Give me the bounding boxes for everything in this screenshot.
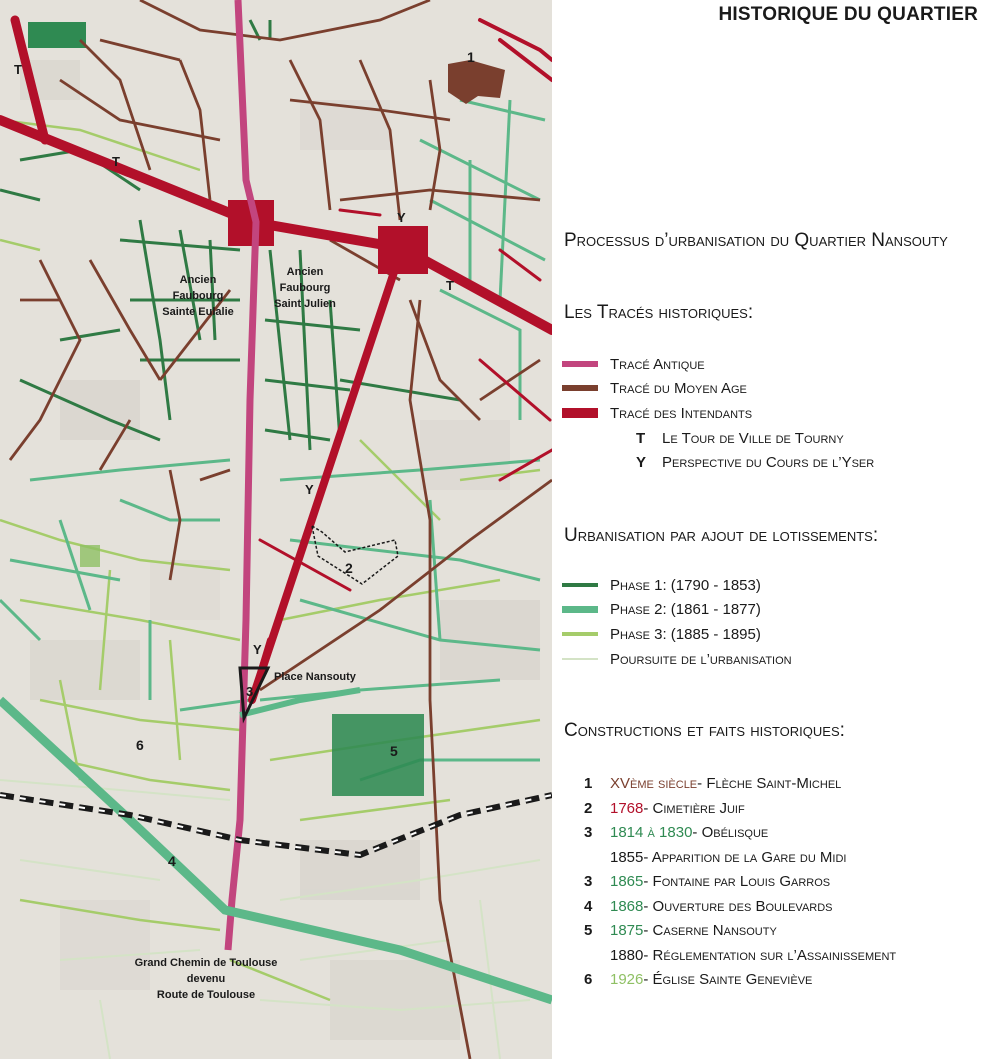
event-year: XVème siècle: [610, 774, 698, 792]
label-faubourg-eulalie-2: Faubourg: [172, 290, 224, 302]
event-row: [584, 968, 812, 990]
event-label: - Obélisque: [692, 823, 769, 841]
legend-sub-y-label: Perspective du Cours de l’Yser: [662, 453, 875, 471]
marker-6: 6: [136, 737, 144, 753]
legend-phase-1: [562, 574, 761, 596]
marker-5: 5: [390, 743, 398, 759]
marker-y-1: Y: [397, 210, 406, 225]
event-year: 1880: [610, 946, 644, 964]
marker-2: 2: [345, 560, 353, 576]
event-row: [584, 895, 833, 917]
event-number: 4: [584, 897, 593, 915]
label-route-3: Route de Toulouse: [156, 989, 256, 1001]
label-faubourg-julien-1: Ancien: [286, 266, 324, 278]
label-faubourg-julien-3: Saint Julien: [274, 298, 336, 310]
event-row: [584, 846, 846, 868]
marker-t-2: T: [112, 154, 120, 169]
page-title: HISTORIQUE DU QUARTIER: [718, 4, 978, 25]
marker-y-3: Y: [253, 642, 262, 657]
event-year: 1926: [610, 970, 644, 988]
event-year: 1768: [610, 799, 644, 817]
event-row: [584, 772, 841, 794]
legend-panel: [552, 0, 1000, 1059]
legend-trace-moyen-age: [562, 377, 747, 399]
legend-sub-y-key: Y: [636, 453, 647, 471]
legend-trace-intendants: [562, 402, 752, 424]
traces-heading: Les Tracés historiques:: [564, 302, 754, 323]
event-label: - Église Sainte Geneviève: [643, 970, 813, 988]
legend-sub-t-key: T: [636, 429, 646, 447]
legend-phase-3: [562, 623, 761, 645]
event-year: 1814 à 1830: [610, 823, 693, 841]
event-label: - Cimetière Juif: [643, 799, 745, 817]
swatch-phase1: [562, 583, 598, 587]
event-row: [584, 944, 896, 966]
marker-t-1: T: [14, 62, 22, 77]
legend-phase-2-label: Phase 2: (1861 - 1877): [610, 600, 761, 618]
legend-poursuite: [562, 648, 792, 670]
caserne-nansouty-park: [332, 714, 424, 796]
event-label: - Caserne Nansouty: [643, 921, 777, 939]
event-number: 3: [584, 823, 593, 841]
event-label: - Flèche Saint-Michel: [697, 774, 842, 792]
legend-sub-t-label: Le Tour de Ville de Tourny: [662, 429, 844, 447]
event-label: - Réglementation sur l’Assainissement: [643, 946, 897, 964]
swatch-intendants: [562, 408, 598, 418]
swatch-phase2: [562, 606, 598, 613]
event-number: 3: [584, 872, 593, 890]
label-route-1: Grand Chemin de Toulouse: [134, 957, 278, 969]
event-number: 2: [584, 799, 593, 817]
label-faubourg-eulalie-3: Sainte Eulalie: [162, 306, 234, 318]
event-year: 1875: [610, 921, 644, 939]
swatch-phase3: [562, 632, 598, 636]
legend-phase-1-label: Phase 1: (1790 - 1853): [610, 576, 761, 594]
swatch-antique: [562, 361, 598, 367]
process-title: Processus d’urbanisation du Quartier Nansouty: [564, 230, 948, 251]
legend-trace-intendants-label: Tracé des Intendants: [610, 404, 753, 422]
event-year: 1865: [610, 872, 644, 890]
legend-sub-y: [636, 451, 874, 473]
swatch-moyen-age: [562, 385, 598, 391]
event-row: [584, 821, 768, 843]
constructions-heading: Constructions et faits historiques:: [564, 720, 845, 741]
event-row: [584, 870, 830, 892]
lotissements-heading: Urbanisation par ajout de lotissements:: [564, 525, 879, 546]
event-row: [584, 797, 745, 819]
legend-phase-3-label: Phase 3: (1885 - 1895): [610, 625, 761, 643]
event-label: - Ouverture des Boulevards: [643, 897, 833, 915]
event-number: 6: [584, 970, 593, 988]
event-year: 1868: [610, 897, 644, 915]
event-label: - Apparition de la Gare du Midi: [643, 848, 847, 866]
event-year: 1855: [610, 848, 644, 866]
small-park: [80, 545, 100, 567]
marker-1: 1: [467, 49, 475, 65]
marker-t-3: T: [446, 278, 454, 293]
legend-sub-t: [636, 427, 844, 449]
label-place-nansouty: Place Nansouty: [274, 671, 356, 683]
marker-3: 3: [246, 684, 254, 699]
marker-y-2: Y: [305, 482, 314, 497]
legend-trace-moyen-age-label: Tracé du Moyen Age: [610, 379, 747, 397]
legend-trace-antique-label: Tracé Antique: [610, 355, 705, 373]
intersection-square-east: [378, 226, 428, 274]
legend-phase-2: [562, 598, 761, 620]
swatch-poursuite: [562, 658, 598, 660]
label-route-2: devenu: [186, 973, 226, 985]
event-row: [584, 919, 777, 941]
event-label: - Fontaine par Louis Garros: [643, 872, 831, 890]
park-top: [28, 22, 86, 48]
label-faubourg-julien-2: Faubourg: [279, 282, 331, 294]
event-number: 5: [584, 921, 593, 939]
legend-poursuite-label: Poursuite de l’urbanisation: [610, 650, 792, 668]
event-number: 1: [584, 774, 593, 792]
legend-trace-antique: [562, 353, 705, 375]
label-faubourg-eulalie-1: Ancien: [179, 274, 217, 286]
marker-4: 4: [168, 853, 176, 869]
